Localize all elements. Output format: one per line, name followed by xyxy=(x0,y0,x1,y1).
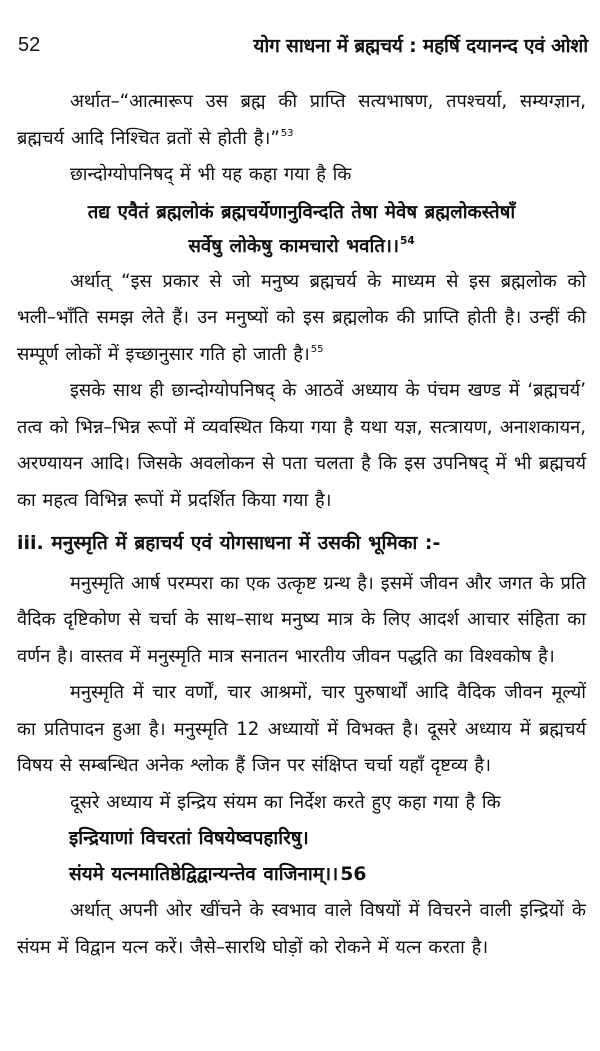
page-header xyxy=(18,30,588,70)
paragraph-8 xyxy=(17,893,586,966)
section-heading-manusmriti: iii. मनुस्मृति में ब्रहाचर्य एवं योगसाधना में उसकी भूमिका :- xyxy=(17,532,441,554)
shloka-line-2 xyxy=(17,857,586,893)
paragraph-2-text: छान्दोग्योपनिषद् में भी यह कहा गया है कि xyxy=(70,164,352,185)
verse-chandogya xyxy=(17,196,586,264)
shloka-number: 56 xyxy=(340,864,367,885)
paragraph-5 xyxy=(17,566,586,676)
paragraph-7 xyxy=(17,785,586,822)
shloka-line-2-text: संयमे यत्नमातिष्ठेद्विद्वान्यन्तेव वाजिनाम्।। xyxy=(69,864,339,885)
paragraph-1-text: अर्थात–“आत्मारूप उस ब्रह्म की प्राप्ति सत्यभाषण, तपश्चर्या, सम्यग्ज्ञान, ब्रह्मचर्य आदि निश्चित व्रतों से होती है।” xyxy=(17,91,586,149)
page-number: 52 xyxy=(18,34,41,56)
paragraph-5-text: मनुस्मृति आर्ष परम्परा का एक उत्कृष्ट ग्रन्थ है। इसमें जीवन और जगत के प्रति वैदिक दृष्टिकोण से चर्चा के साथ–साथ मनुष्य मात्र के लिए आदर्श आचार संहिता का वर्णन है। वास्तव में मनुस्मृति मात्र सनातन भारतीय जीवन पद्धति का विश्वकोष है। xyxy=(17,572,586,667)
verse-line-2 xyxy=(17,230,586,264)
verse-line-1: तद्य एवैतं ब्रह्मलोकं ब्रह्मचर्येणानुविन्दति तेषा मेवेष ब्रह्मलोकस्तेषाँ xyxy=(87,201,516,223)
paragraph-3 xyxy=(17,264,586,374)
paragraph-6-text: मनुस्मृति में चार वर्णों, चार आश्रमों, चार पुरुषार्थों आदि वैदिक जीवन मूल्यों का प्रतिपादन हुआ है। मनुस्मृति 12 अध्यायों में विभक्त है। दूसरे अध्याय में ब्रह्मचर्य विषय से सम्बन्धित अनेक श्लोक हैं जिन पर संक्षिप्त चर्चा यहाँ दृष्टव्य है। xyxy=(17,682,586,776)
paragraph-3-text: अर्थात् “इस प्रकार से जो मनुष्य ब्रह्मचर्य के माध्यम से इस ब्रह्मलोक को भली–भाँति समझ लेते हैं। उन मनुष्यों को इस ब्रह्मलोक की प्राप्ति होती है। उन्हीं की सम्पूर्ण लोकों में इच्छानुसार गति हो जाती है। xyxy=(17,270,586,365)
footnote-ref-53[interactable]: 53 xyxy=(280,128,294,140)
paragraph-2 xyxy=(17,157,586,194)
verse-line-2-text: सर्वेषु लोकेषु कामचारो भवति।। xyxy=(188,235,400,257)
footnote-ref-54[interactable]: 54 xyxy=(400,235,415,248)
shloka-line-1: इन्द्रियाणां विचरतां विषयेष्वपहारिषु। xyxy=(69,828,309,849)
running-title: योग साधना में ब्रह्मचर्य : महर्षि दयानन्द एवं ओशो xyxy=(253,35,588,57)
paragraph-4 xyxy=(17,373,586,519)
paragraph-4-text: इसके साथ ही छान्दोग्योपनिषद् के आठवें अध्याय के पंचम खण्ड में ‘ब्रह्मचर्य’ तत्व को भिन्न–भिन्न रूपों में व्यवस्थित किया गया है यथा यज्ञ, सत्त्रायण, अनाशकायन, अरण्यायन आदि। जिसके अवलोकन से पता चलता है कि इस उपनिषद् में भी ब्रह्मचर्य का महत्व विभिन्न रूपों में प्रदर्शित किया गया है। xyxy=(17,380,586,511)
footnote-ref-55[interactable]: 55 xyxy=(310,344,324,356)
page-body xyxy=(17,84,586,966)
paragraph-8-text: अर्थात् अपनी ओर खींचने के स्वभाव वाले विषयों में विचरने वाली इन्द्रियों के संयम में विद्वान यत्न करें। जैसे–सारथि घोड़ों को रोकने में यत्न करता है। xyxy=(17,900,586,958)
paragraph-1 xyxy=(17,84,586,157)
paragraph-6 xyxy=(17,675,586,785)
paragraph-7-text: दूसरे अध्याय में इन्द्रिय संयम का निर्देश करते हुए कहा गया है कि xyxy=(70,791,501,813)
